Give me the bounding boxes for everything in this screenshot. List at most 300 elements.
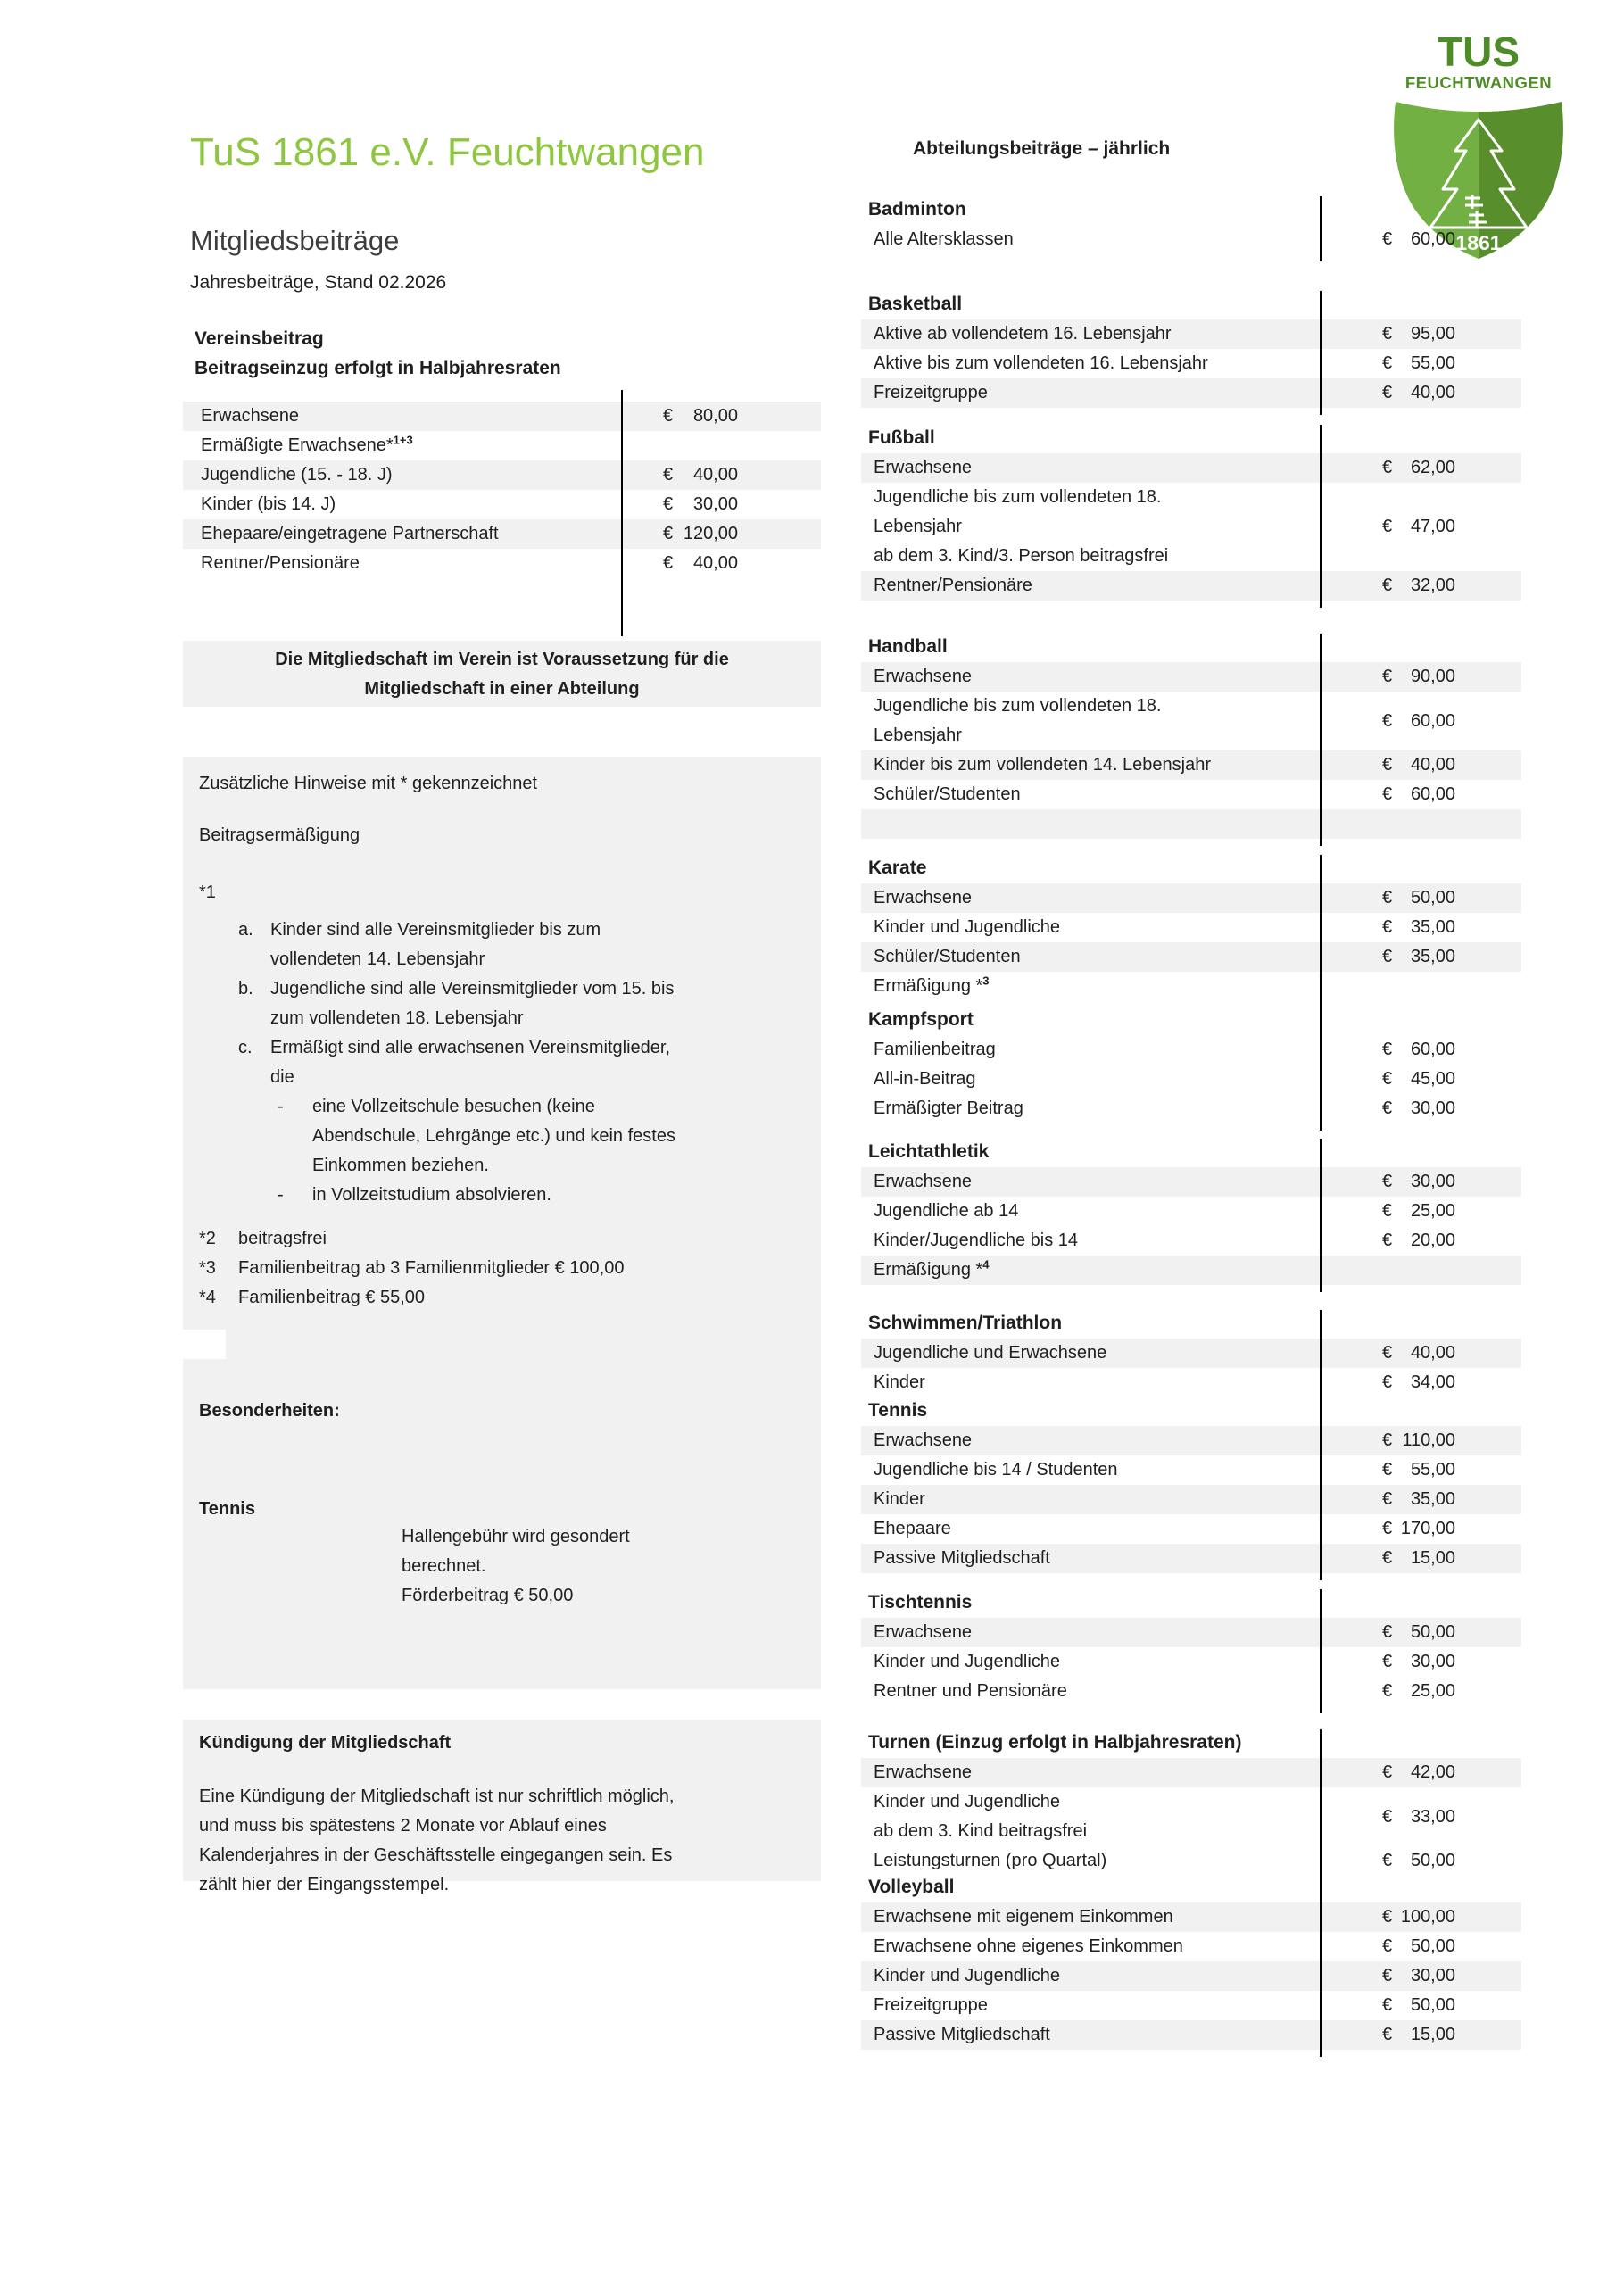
fee-row-label-line: Erwachsene mit eigenem Einkommen <box>874 1907 1173 1927</box>
footnote-marker: a. <box>238 920 253 940</box>
fee-row <box>861 942 1521 972</box>
value-divider-line <box>1320 1397 1322 1580</box>
fee-amount <box>1382 1991 1455 2020</box>
fee-row <box>861 972 1521 1001</box>
fee-row-label <box>861 1647 1320 1677</box>
fee-row-label-line: Schüler/Studenten <box>874 784 1021 804</box>
fee-row <box>861 1932 1521 1961</box>
fee-row-label <box>861 1065 1320 1094</box>
amount-text: 20,00 <box>1410 1231 1455 1250</box>
fee-row-label-line: Ermäßigte Erwachsene*$^{1+3}$ <box>201 433 413 455</box>
fee-row-value <box>1320 1426 1521 1455</box>
fee-amount <box>1382 883 1455 913</box>
fee-row-label-line: Rentner und Pensionäre <box>874 1681 1067 1701</box>
footnote-marker: b. <box>238 979 253 999</box>
section-turnen-einzug-erfolgt-in-halbjahresraten <box>861 1731 1521 1876</box>
euro-symbol: € <box>1382 947 1393 966</box>
fee-row-label <box>861 483 1320 571</box>
fee-row <box>861 750 1521 780</box>
note-line: die <box>270 1067 294 1087</box>
spacer-notch <box>183 1330 226 1359</box>
amount-text: 30,00 <box>1410 1966 1455 1985</box>
fee-row-label <box>861 453 1320 483</box>
fee-row-value <box>1320 1065 1521 1094</box>
amount-text: 50,00 <box>1410 1851 1455 1870</box>
euro-symbol: € <box>1382 1172 1393 1191</box>
fee-row-value <box>1320 750 1521 780</box>
fee-amount <box>1382 571 1455 601</box>
besonderheiten-heading: Besonderheiten: <box>199 1401 340 1421</box>
amount-text: 40,00 <box>692 553 738 573</box>
fee-row-label <box>861 1256 1320 1285</box>
fee-amount <box>1382 1455 1455 1485</box>
fee-row-label <box>861 1544 1320 1573</box>
euro-symbol: € <box>1382 1851 1393 1870</box>
dash-marker: - <box>278 1097 284 1116</box>
euro-symbol: € <box>1382 1069 1393 1089</box>
euro-symbol: € <box>1382 755 1393 775</box>
amount-text: 40,00 <box>692 465 738 485</box>
section-fußball <box>861 427 1521 601</box>
logo-feuchtwangen-text: FEUCHTWANGEN <box>1404 73 1553 92</box>
fee-row <box>861 662 1521 692</box>
note-line: eine Vollzeitschule besuchen (keine <box>312 1097 595 1116</box>
note-line: Einkommen beziehen. <box>312 1156 489 1175</box>
fee-row-value <box>1320 571 1521 601</box>
fee-row-label <box>861 1035 1320 1065</box>
fee-row-label <box>861 1094 1320 1123</box>
fee-row <box>861 1991 1521 2020</box>
note-line: Jugendliche sind alle Vereinsmitglieder vom 15. bis <box>270 979 675 999</box>
fee-row-value <box>1320 1485 1521 1514</box>
fee-row-label <box>861 319 1320 349</box>
fee-row-label <box>861 1226 1320 1256</box>
euro-symbol: € <box>1382 1372 1393 1392</box>
euro-symbol: € <box>1382 1966 1393 1985</box>
amount-text: 40,00 <box>1410 383 1455 402</box>
fee-row-label-line: All-in-Beitrag <box>874 1069 976 1089</box>
fee-amount <box>1382 1485 1455 1514</box>
amount-text: 95,00 <box>1410 324 1455 344</box>
fee-row-label <box>861 1339 1320 1368</box>
fee-row-value <box>1320 512 1521 542</box>
fee-row-value <box>1320 1846 1521 1876</box>
note-line: beitragsfrei <box>238 1229 327 1248</box>
vereinsbeitrag-heading: Vereinsbeitrag <box>195 328 324 349</box>
fee-amount <box>1382 750 1455 780</box>
fee-row-label <box>861 349 1320 378</box>
note-line: Hallengebühr wird gesondert <box>402 1527 630 1546</box>
amount-text: 55,00 <box>1410 1460 1455 1480</box>
amount-text: 47,00 <box>1410 517 1455 536</box>
euro-symbol: € <box>1382 1460 1393 1480</box>
section-schwimmen-triathlon <box>861 1312 1521 1397</box>
section-heading: Fußball <box>868 427 935 448</box>
fee-row-label <box>861 225 1320 254</box>
fee-row <box>861 692 1521 750</box>
euro-symbol: € <box>1382 1098 1393 1118</box>
fee-row-label <box>861 1902 1320 1932</box>
page-subtitle: Mitgliedsbeiträge <box>190 225 400 256</box>
section-heading: Kampfsport <box>868 1009 974 1030</box>
fee-row-value <box>1320 1035 1521 1065</box>
fee-row <box>861 1846 1521 1876</box>
euro-symbol: € <box>1382 1806 1393 1827</box>
euro-symbol: € <box>1382 1430 1393 1450</box>
fee-row-label-line: Jugendliche ab 14 <box>874 1201 1019 1221</box>
fee-amount <box>1382 913 1455 942</box>
dash-marker: - <box>278 1185 284 1205</box>
value-divider-line <box>1320 425 1322 608</box>
fee-row-label-line: Passive Mitgliedschaft <box>874 1548 1050 1568</box>
value-divider-line <box>1320 1007 1322 1131</box>
fee-row-label-line: Jugendliche bis zum vollendeten 18. <box>874 487 1162 507</box>
amount-text: 40,00 <box>1410 755 1455 775</box>
amount-text: 110,00 <box>1402 1430 1455 1450</box>
euro-symbol: € <box>1382 1040 1393 1059</box>
note-line: Zusätzliche Hinweise mit * gekennzeichnet <box>199 774 538 793</box>
value-divider-line <box>621 390 623 636</box>
note-line: Beitragsermäßigung <box>199 825 360 845</box>
euro-symbol: € <box>663 494 674 514</box>
fee-row <box>861 809 1521 839</box>
fee-row-label <box>861 913 1320 942</box>
section-heading: Handball <box>868 636 948 657</box>
footnote-marker: *2 <box>199 1229 216 1248</box>
fee-amount <box>1382 1618 1455 1647</box>
fee-row-label <box>861 378 1320 408</box>
fee-row-label-line: Alle Altersklassen <box>874 229 1014 249</box>
fee-row-label <box>861 1514 1320 1544</box>
fee-amount <box>1382 1197 1455 1226</box>
fee-row-label-line: Erwachsene <box>874 888 973 908</box>
fee-row-label <box>861 1846 1320 1876</box>
section-tischtennis <box>861 1591 1521 1706</box>
note-line: in Vollzeitstudium absolvieren. <box>312 1185 551 1205</box>
fee-row-label <box>861 780 1320 809</box>
notes-box <box>183 757 821 1689</box>
amount-text: 15,00 <box>1410 2025 1455 2044</box>
fee-row-value <box>622 549 821 578</box>
fee-row-label <box>861 692 1320 750</box>
section-kampfsport <box>861 1008 1521 1123</box>
fee-amount <box>663 402 738 431</box>
fee-row-label-line: Erwachsene <box>874 1430 973 1450</box>
fee-row-label-line: Jugendliche (15. - 18. J) <box>201 465 393 485</box>
page-title: TuS 1861 e.V. Feuchtwangen <box>190 130 705 174</box>
fee-row <box>861 2020 1521 2050</box>
fee-row-label <box>861 1197 1320 1226</box>
euro-symbol: € <box>1382 229 1393 249</box>
amount-text: 62,00 <box>1410 458 1455 477</box>
fee-row-label-line: Erwachsene <box>874 667 973 686</box>
fee-row-label <box>183 460 622 490</box>
note-line: Förderbeitrag € 50,00 <box>402 1586 574 1605</box>
section-badminton <box>861 198 1521 254</box>
euro-symbol: € <box>1382 667 1393 686</box>
fee-row-label <box>861 1368 1320 1397</box>
fee-row <box>861 1197 1521 1226</box>
amount-text: 50,00 <box>1410 1936 1455 1956</box>
euro-symbol: € <box>1382 784 1393 804</box>
fee-amount <box>1382 453 1455 483</box>
date-line: Jahresbeiträge, Stand 02.2026 <box>190 272 447 293</box>
fee-row-label-line: Jugendliche bis 14 / Studenten <box>874 1460 1118 1480</box>
notice-line: Mitgliedschaft in einer Abteilung <box>364 679 640 699</box>
section-leichtathletik <box>861 1140 1521 1285</box>
fee-row <box>861 1618 1521 1647</box>
fee-amount <box>1382 707 1455 736</box>
fee-row-value <box>1320 1544 1521 1573</box>
fee-row-value <box>622 402 821 431</box>
euro-symbol: € <box>1382 1622 1393 1642</box>
fee-row-label-line: ab dem 3. Kind beitragsfrei <box>874 1821 1088 1841</box>
euro-symbol: € <box>1382 888 1393 908</box>
fee-row <box>861 913 1521 942</box>
fee-row-value <box>1320 1339 1521 1368</box>
fee-row-value <box>622 519 821 549</box>
vereinsbeitrag-subheading: Beitragseinzug erfolgt in Halbjahresraten <box>195 358 561 378</box>
fee-row <box>861 225 1521 254</box>
amount-text: 60,00 <box>1410 784 1455 804</box>
fee-row <box>861 1514 1521 1544</box>
fee-row-label <box>861 1167 1320 1197</box>
fee-row-label <box>183 490 622 519</box>
fee-amount <box>1382 225 1455 254</box>
fee-row-label-line: Erwachsene <box>874 458 973 477</box>
fee-row <box>861 1339 1521 1368</box>
vereinsbeitrag-table <box>183 390 821 636</box>
fee-row-label-line: Kinder und Jugendliche <box>874 1652 1061 1671</box>
fee-row-value <box>1320 1167 1521 1197</box>
fee-amount <box>1382 1647 1455 1677</box>
fee-row-label-line: Ermäßigung *$^4$ <box>874 1257 990 1280</box>
fee-row-label-line: Kinder bis zum vollendeten 14. Lebensjahr <box>874 755 1212 775</box>
kuendigung-line: Kalenderjahres in der Geschäftsstelle eingegangen sein. Es <box>199 1845 673 1865</box>
euro-symbol: € <box>1382 1995 1393 2015</box>
fee-row-label <box>861 1677 1320 1706</box>
fee-row-label-line: Erwachsene <box>874 1622 973 1642</box>
note-line: vollendeten 14. Lebensjahr <box>270 949 485 969</box>
fee-row-label-line: Ermäßigter Beitrag <box>874 1098 1023 1118</box>
fee-row-label <box>861 750 1320 780</box>
fee-amount <box>663 549 738 578</box>
section-basketball <box>861 293 1521 408</box>
amount-text: 35,00 <box>1410 917 1455 937</box>
section-heading: Karate <box>868 858 927 878</box>
fee-row-label-line: Freizeitgruppe <box>874 1995 988 2015</box>
fee-amount <box>1382 2020 1455 2050</box>
section-heading: Turnen (Einzug erfolgt in Halbjahresraten) <box>868 1732 1242 1753</box>
fee-row-label-line: Aktive ab vollendetem 16. Lebensjahr <box>874 324 1172 344</box>
membership-notice-box <box>183 641 821 707</box>
fee-row-label-line: Lebensjahr <box>874 517 962 536</box>
fee-row <box>183 519 821 549</box>
fee-row-label-line: Kinder (bis 14. J) <box>201 494 336 514</box>
value-divider-line <box>1320 1139 1322 1292</box>
fee-row-label-line: Jugendliche bis zum vollendeten 18. <box>874 696 1162 716</box>
note-line: Familienbeitrag ab 3 Familienmitglieder € 100,00 <box>238 1258 625 1278</box>
fee-row-label <box>861 1961 1320 1991</box>
fee-amount <box>1382 1065 1455 1094</box>
amount-text: 42,00 <box>1410 1762 1455 1782</box>
fee-row <box>183 402 821 431</box>
fee-amount <box>1382 1932 1455 1961</box>
euro-symbol: € <box>1382 576 1393 595</box>
amount-text: 30,00 <box>1410 1098 1455 1118</box>
fee-amount <box>663 519 738 549</box>
kuendigung-box <box>183 1720 821 1894</box>
value-divider-line <box>1320 1874 1322 2057</box>
fee-row-label <box>861 972 1320 1001</box>
fee-row-label <box>861 1787 1320 1846</box>
fee-row-value <box>1320 1677 1521 1706</box>
fee-row-label <box>861 1426 1320 1455</box>
euro-symbol: € <box>1382 1907 1393 1927</box>
amount-text: 170,00 <box>1400 1519 1455 1538</box>
fee-row <box>183 549 821 578</box>
value-divider-line <box>1320 634 1322 846</box>
section-heading: Tennis <box>868 1400 928 1421</box>
section-heading: Basketball <box>868 294 963 314</box>
fee-row <box>861 1485 1521 1514</box>
amount-text: 50,00 <box>1410 1995 1455 2015</box>
fee-row <box>861 1787 1521 1846</box>
fee-row-value <box>1320 1961 1521 1991</box>
fee-row-label-line: Erwachsene ohne eigenes Einkommen <box>874 1936 1183 1956</box>
fee-row-value <box>1320 2020 1521 2050</box>
kuendigung-line: Eine Kündigung der Mitgliedschaft ist nur schriftlich möglich, <box>199 1786 675 1806</box>
fee-amount <box>1382 1677 1455 1706</box>
amount-text: 30,00 <box>692 494 738 514</box>
fee-amount <box>1382 662 1455 692</box>
fee-row-label-line <box>874 809 1320 839</box>
fee-row <box>861 1647 1521 1677</box>
fee-row-value <box>1320 378 1521 408</box>
value-divider-line <box>1320 1589 1322 1713</box>
fee-row-label-line: Aktive bis zum vollendeten 16. Lebensjahr <box>874 353 1208 373</box>
fee-row-value <box>1320 1758 1521 1787</box>
fee-row <box>861 378 1521 408</box>
fee-amount <box>1382 1961 1455 1991</box>
fee-row-value <box>622 460 821 490</box>
fee-row-label <box>861 883 1320 913</box>
fee-amount <box>1382 942 1455 972</box>
fee-amount <box>1382 1846 1455 1876</box>
section-heading: Tischtennis <box>868 1592 973 1612</box>
fee-row-value <box>1320 1932 1521 1961</box>
fee-row-value <box>1320 225 1521 254</box>
fee-row-label <box>861 662 1320 692</box>
note-line: Abendschule, Lehrgänge etc.) und kein festes <box>312 1126 675 1146</box>
fee-amount <box>1382 1902 1455 1932</box>
fee-row-value <box>622 490 821 519</box>
section-tennis <box>861 1399 1521 1573</box>
fee-row <box>861 1677 1521 1706</box>
euro-symbol: € <box>1382 383 1393 402</box>
euro-symbol: € <box>1382 1343 1393 1363</box>
note-line: zum vollendeten 18. Lebensjahr <box>270 1008 524 1028</box>
amount-text: 25,00 <box>1410 1201 1455 1221</box>
fee-row-label-line: Familienbeitrag <box>874 1040 996 1059</box>
amount-text: 60,00 <box>1410 710 1455 731</box>
fee-amount <box>1382 1167 1455 1197</box>
footnote-sup: 1+3 <box>393 433 413 447</box>
fee-row-label <box>861 809 1320 839</box>
fee-row-label-line: Lebensjahr <box>874 725 962 745</box>
euro-symbol: € <box>1382 458 1393 477</box>
amount-text: 32,00 <box>1410 576 1455 595</box>
fee-row <box>861 1426 1521 1455</box>
note-line: Kinder sind alle Vereinsmitglieder bis zum <box>270 920 601 940</box>
fee-row-label <box>861 571 1320 601</box>
section-heading: Leichtathletik <box>868 1141 990 1162</box>
fee-row <box>861 1256 1521 1285</box>
euro-symbol: € <box>1382 1548 1393 1568</box>
fee-row-value <box>1320 1094 1521 1123</box>
fee-row-value <box>1320 1647 1521 1677</box>
fee-row-value <box>1320 1803 1521 1832</box>
fee-row <box>861 1961 1521 1991</box>
fee-row-label <box>183 431 622 460</box>
fee-row-label-line: Jugendliche und Erwachsene <box>874 1343 1107 1363</box>
fee-amount <box>663 460 738 490</box>
amount-text: 45,00 <box>1410 1069 1455 1089</box>
fee-row <box>861 883 1521 913</box>
fee-row <box>861 453 1521 483</box>
logo-tus-text: TUS <box>1438 29 1520 75</box>
euro-symbol: € <box>1382 710 1393 731</box>
fee-row <box>861 1758 1521 1787</box>
footnote-marker: c. <box>238 1038 253 1057</box>
fee-row-label <box>183 549 622 578</box>
fee-row-label-line: Passive Mitgliedschaft <box>874 2025 1050 2044</box>
note-line: berechnet. <box>402 1556 486 1576</box>
fee-row-label-line: Leistungsturnen (pro Quartal) <box>874 1851 1107 1870</box>
fee-row-value <box>1320 1226 1521 1256</box>
fee-amount <box>1382 1544 1455 1573</box>
amount-text: 50,00 <box>1410 1622 1455 1642</box>
amount-text: 60,00 <box>1410 1040 1455 1059</box>
fee-row-value <box>1320 1197 1521 1226</box>
euro-symbol: € <box>1382 1201 1393 1221</box>
fee-row-value <box>1320 319 1521 349</box>
fee-amount <box>1382 378 1455 408</box>
fee-row <box>861 1368 1521 1397</box>
euro-symbol: € <box>1382 1936 1393 1956</box>
fee-row <box>861 1167 1521 1197</box>
fee-row <box>861 319 1521 349</box>
fee-row-label-line: Rentner/Pensionäre <box>201 553 360 573</box>
fee-row-label <box>861 2020 1320 2050</box>
euro-symbol: € <box>663 553 674 573</box>
fee-row-label-line: Kinder <box>874 1372 925 1392</box>
tennis-note-heading: Tennis <box>199 1499 255 1519</box>
fee-row-label <box>861 1485 1320 1514</box>
amount-text: 80,00 <box>692 406 738 426</box>
fee-amount <box>1382 512 1455 542</box>
fee-amount <box>1382 1368 1455 1397</box>
fee-row <box>861 780 1521 809</box>
fee-row <box>183 460 821 490</box>
kuendigung-heading: Kündigung der Mitgliedschaft <box>199 1733 452 1753</box>
amount-text: 35,00 <box>1410 1489 1455 1509</box>
fee-row-value <box>1320 1902 1521 1932</box>
amount-text: 35,00 <box>1410 947 1455 966</box>
euro-symbol: € <box>663 406 674 426</box>
amount-text: 15,00 <box>1410 1548 1455 1568</box>
fee-row-label <box>861 1455 1320 1485</box>
